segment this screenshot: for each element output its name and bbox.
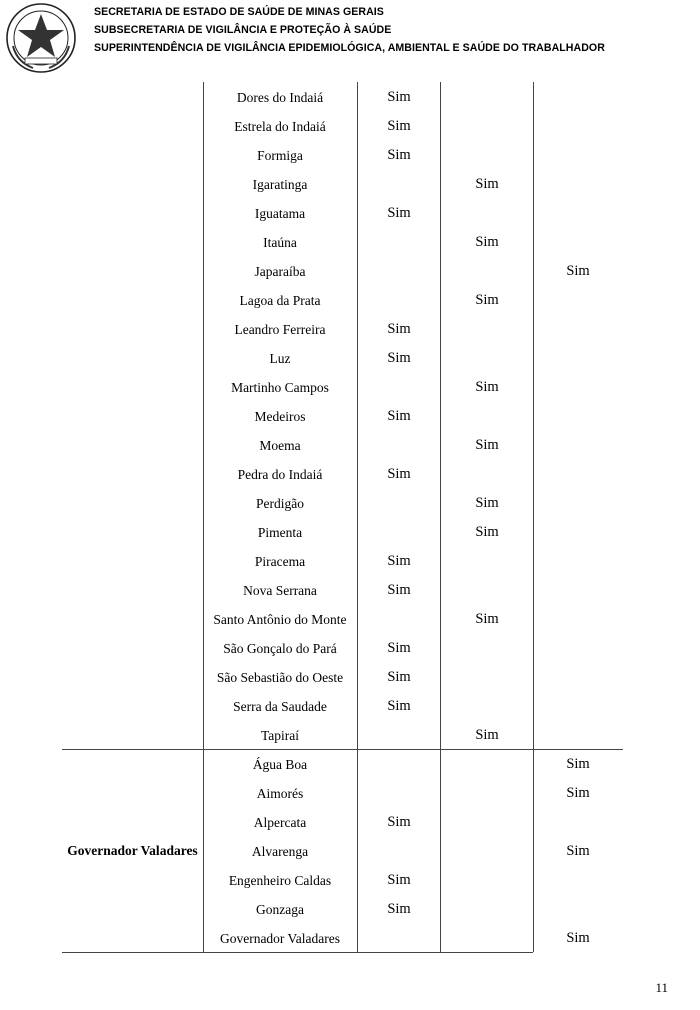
sim-cell-c1: Sim: [387, 698, 411, 714]
sim-cell-c3: [534, 431, 622, 460]
municipality-cell: Tapiraí: [260, 728, 300, 743]
municipality-cell: Água Boa: [252, 757, 308, 772]
sim-cell-c2: [441, 924, 533, 953]
municipality-cell: Formiga: [257, 148, 303, 163]
sim-cell-c3: [534, 576, 622, 605]
table-row: [0, 634, 700, 663]
sim-cell-c2: [441, 460, 533, 489]
sim-cell-c3: [534, 315, 622, 344]
table-row: [0, 257, 700, 286]
table-row: [0, 866, 700, 895]
sim-cell-c3: [534, 286, 622, 315]
sim-cell-c3: [534, 112, 622, 141]
sim-cell-c1: [358, 518, 440, 547]
sim-cell-c3: [534, 808, 622, 837]
sim-cell-c3: Sim: [566, 843, 590, 859]
table-row: [0, 750, 700, 779]
sim-cell-c3: [534, 83, 622, 112]
sim-cell-c1: Sim: [387, 205, 411, 221]
sim-cell-c3: Sim: [566, 930, 590, 946]
sim-cell-c2: [441, 663, 533, 692]
sim-cell-c2: [441, 808, 533, 837]
sim-cell-c3: [534, 228, 622, 257]
sim-cell-c3: [534, 373, 622, 402]
table-row: [0, 373, 700, 402]
sim-cell-c2: [441, 315, 533, 344]
sim-cell-c2: Sim: [475, 176, 499, 192]
municipality-cell: Dores do Indaiá: [236, 90, 324, 105]
municipality-cell: Itaúna: [263, 235, 297, 250]
sim-cell-c1: [358, 431, 440, 460]
sim-cell-c2: [441, 837, 533, 866]
sim-cell-c3: [534, 170, 622, 199]
sim-cell-c3: [534, 866, 622, 895]
municipality-cell: Pedra do Indaiá: [237, 467, 323, 482]
sim-cell-c1: Sim: [387, 466, 411, 482]
sim-cell-c2: [441, 257, 533, 286]
table-row: [0, 808, 700, 837]
municipality-cell: Martinho Campos: [231, 380, 329, 395]
sim-cell-c1: Sim: [387, 350, 411, 366]
table-row: [0, 431, 700, 460]
municipality-cell: Medeiros: [254, 409, 306, 424]
sim-cell-c2: [441, 344, 533, 373]
sim-cell-c3: [534, 895, 622, 924]
municipality-cell: Governador Valadares: [219, 931, 341, 946]
sim-cell-c1: Sim: [387, 553, 411, 569]
sim-cell-c3: [534, 199, 622, 228]
sim-cell-c3: [534, 692, 622, 721]
sim-cell-c2: [441, 750, 533, 779]
sim-cell-c1: Sim: [387, 408, 411, 424]
municipality-cell: São Gonçalo do Pará: [223, 641, 337, 656]
municipality-cell: Serra da Saudade: [233, 699, 327, 714]
municipality-cell: Aimorés: [256, 786, 304, 801]
sim-cell-c2: [441, 112, 533, 141]
header-line-1: SECRETARIA DE ESTADO DE SAÚDE DE MINAS GERAIS: [94, 6, 384, 18]
sim-cell-c2: Sim: [475, 727, 499, 743]
table-row: [0, 83, 700, 112]
municipality-cell: Igaratinga: [252, 177, 308, 192]
table-row: [0, 489, 700, 518]
table-row: [0, 199, 700, 228]
sim-cell-c1: [358, 605, 440, 634]
sim-cell-c1: Sim: [387, 582, 411, 598]
sim-cell-c2: [441, 634, 533, 663]
table-row: [0, 663, 700, 692]
sim-cell-c1: Sim: [387, 814, 411, 830]
municipality-cell: Luz: [269, 351, 291, 366]
sim-cell-c3: [534, 460, 622, 489]
sim-cell-c3: [534, 518, 622, 547]
municipality-cell: Japaraíba: [254, 264, 306, 279]
sim-cell-c2: [441, 141, 533, 170]
table-row: [0, 170, 700, 199]
sim-cell-c1: Sim: [387, 669, 411, 685]
table-row: [0, 402, 700, 431]
sim-cell-c2: [441, 83, 533, 112]
table-row: [0, 315, 700, 344]
sim-cell-c3: Sim: [566, 263, 590, 279]
table-row: [0, 344, 700, 373]
sim-cell-c1: [358, 837, 440, 866]
municipality-cell: Engenheiro Caldas: [228, 873, 332, 888]
municipality-cell: Iguatama: [254, 206, 306, 221]
sim-cell-c3: [534, 605, 622, 634]
sim-cell-c2: Sim: [475, 437, 499, 453]
municipality-cell: Santo Antônio do Monte: [213, 612, 347, 627]
table-row: [0, 895, 700, 924]
table-row: [0, 721, 700, 750]
municipality-cell: Leandro Ferreira: [234, 322, 326, 337]
municipality-cell: Moema: [259, 438, 301, 453]
municipality-cell: Gonzaga: [256, 902, 304, 917]
sim-cell-c2: Sim: [475, 495, 499, 511]
header-line-2: SUBSECRETARIA DE VIGILÂNCIA E PROTEÇÃO À SAÚDE: [94, 24, 392, 36]
municipality-cell: Perdigão: [256, 496, 304, 511]
sim-cell-c1: Sim: [387, 872, 411, 888]
sim-cell-c3: Sim: [566, 756, 590, 772]
sim-cell-c1: [358, 924, 440, 953]
sim-cell-c2: Sim: [475, 524, 499, 540]
sim-cell-c2: Sim: [475, 611, 499, 627]
table-row: [0, 286, 700, 315]
sim-cell-c3: [534, 344, 622, 373]
table-row: [0, 692, 700, 721]
municipality-cell: Alpercata: [253, 815, 307, 830]
table-row: [0, 112, 700, 141]
table-row: [0, 547, 700, 576]
sim-cell-c3: [534, 547, 622, 576]
sim-cell-c2: Sim: [475, 292, 499, 308]
municipality-cell: Lagoa da Prata: [239, 293, 321, 308]
sim-cell-c1: [358, 489, 440, 518]
region-label: Governador Valadares: [67, 843, 198, 858]
sim-cell-c1: [358, 228, 440, 257]
table-row: [0, 605, 700, 634]
sim-cell-c1: [358, 750, 440, 779]
sim-cell-c1: Sim: [387, 321, 411, 337]
table-row: [0, 576, 700, 605]
sim-cell-c2: [441, 199, 533, 228]
sim-cell-c2: [441, 576, 533, 605]
municipality-cell: Alvarenga: [251, 844, 309, 859]
header-line-3: SUPERINTENDÊNCIA DE VIGILÂNCIA EPIDEMIOLÓGICA, AMBIENTAL E SAÚDE DO TRABALHADOR: [94, 42, 605, 54]
sim-cell-c2: [441, 402, 533, 431]
table-row: [0, 141, 700, 170]
municipality-cell: Estrela do Indaiá: [234, 119, 326, 134]
sim-cell-c1: Sim: [387, 901, 411, 917]
sim-cell-c1: Sim: [387, 640, 411, 656]
table-row: [0, 518, 700, 547]
sim-cell-c2: Sim: [475, 234, 499, 250]
sim-cell-c3: Sim: [566, 785, 590, 801]
sim-cell-c2: Sim: [475, 379, 499, 395]
municipality-cell: Pimenta: [257, 525, 303, 540]
sim-cell-c1: [358, 286, 440, 315]
sim-cell-c3: [534, 663, 622, 692]
sim-cell-c3: [534, 402, 622, 431]
sim-cell-c1: Sim: [387, 147, 411, 163]
sim-cell-c3: [534, 489, 622, 518]
sim-cell-c1: [358, 170, 440, 199]
sim-cell-c3: [534, 141, 622, 170]
municipality-cell: São Sebastião do Oeste: [216, 670, 344, 685]
page-number: 11: [655, 980, 668, 995]
sim-cell-c2: [441, 895, 533, 924]
sim-cell-c1: [358, 779, 440, 808]
sim-cell-c2: [441, 692, 533, 721]
sim-cell-c2: [441, 866, 533, 895]
sim-cell-c3: [534, 721, 622, 750]
municipality-cell: Piracema: [254, 554, 306, 569]
table-row: [0, 779, 700, 808]
sim-cell-c3: [534, 634, 622, 663]
municipality-cell: Nova Serrana: [243, 583, 317, 598]
sim-cell-c1: [358, 257, 440, 286]
sim-cell-c1: Sim: [387, 118, 411, 134]
sim-cell-c1: Sim: [387, 89, 411, 105]
table-row: [0, 924, 700, 953]
sim-cell-c2: [441, 779, 533, 808]
sim-cell-c2: [441, 547, 533, 576]
table-row: [0, 460, 700, 489]
sim-cell-c1: [358, 373, 440, 402]
sim-cell-c1: [358, 721, 440, 750]
table-row: [0, 228, 700, 257]
